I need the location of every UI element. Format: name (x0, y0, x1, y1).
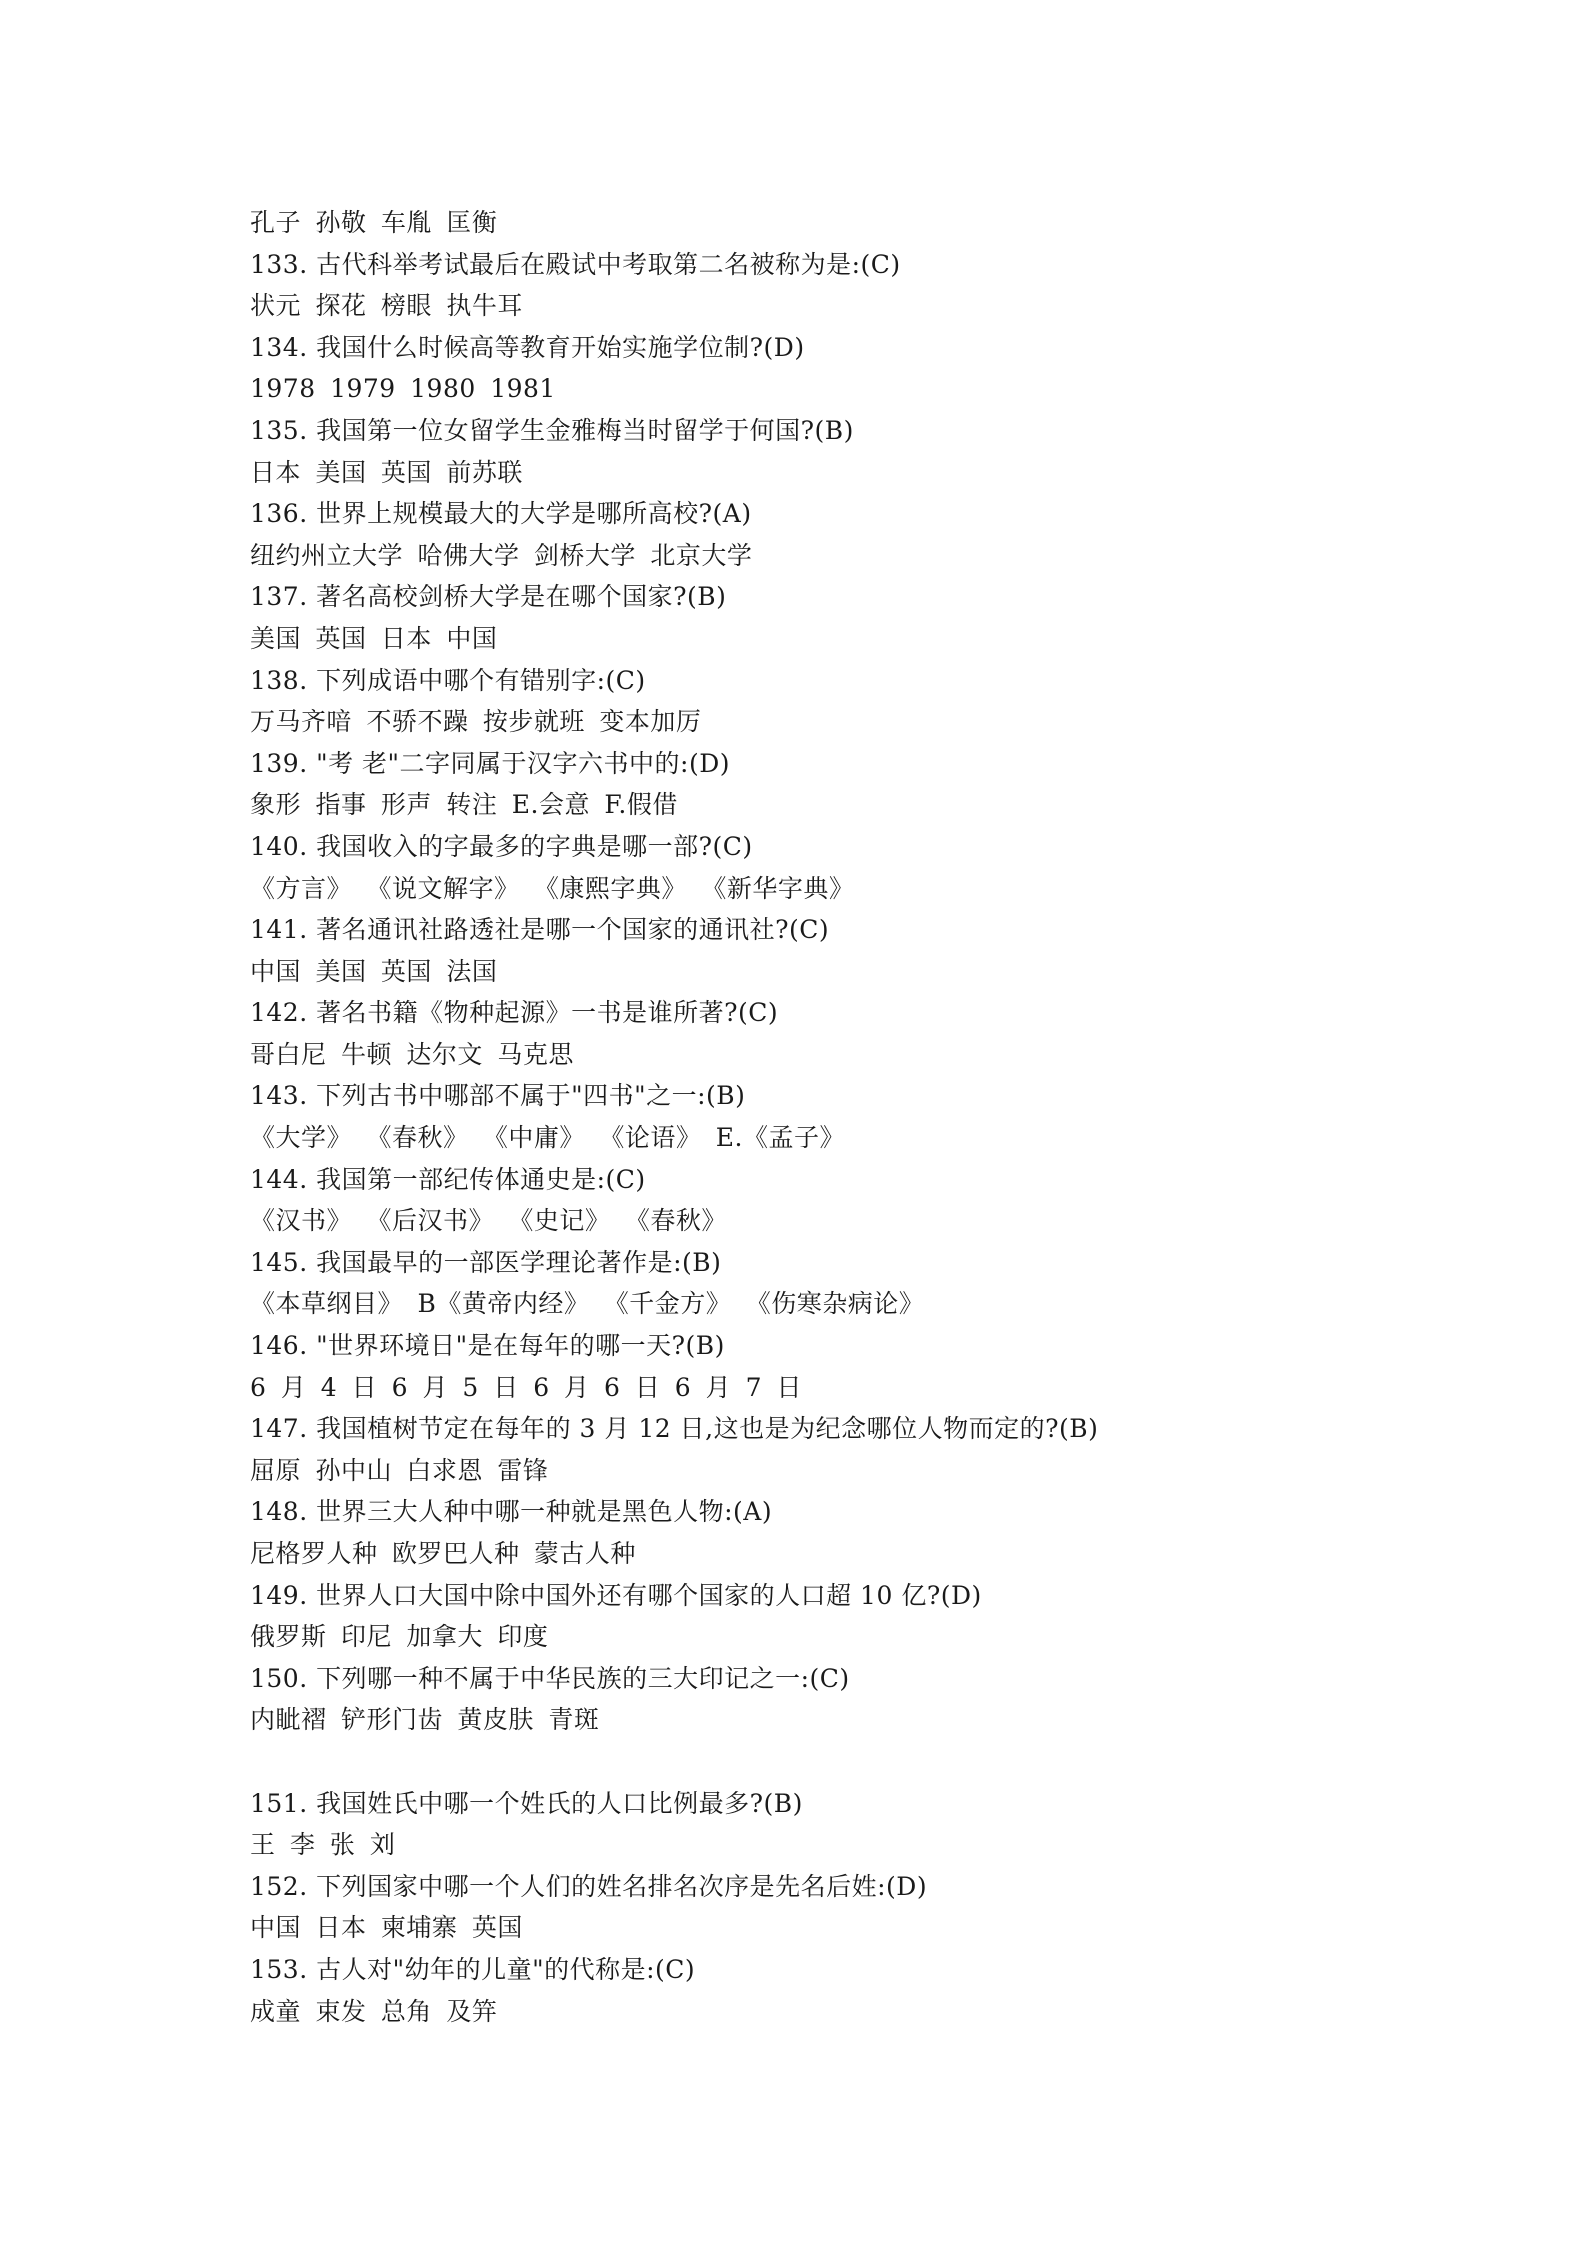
question-line: 149. 世界人口大国中除中国外还有哪个国家的人口超 10 亿?(D) (250, 1580, 982, 1610)
question-line: 150. 下列哪一种不属于中华民族的三大印记之一:(C) (250, 1663, 850, 1693)
options-line: 孔子 孙敬 车胤 匡衡 (250, 208, 498, 237)
question-line: 140. 我国收入的字最多的字典是哪一部?(C) (250, 831, 753, 861)
options-line: 象形 指事 形声 转注 E.会意 F.假借 (250, 790, 678, 820)
paragraph-gap (250, 1741, 1450, 1783)
options-line: 中国 美国 英国 法国 (250, 956, 498, 986)
question-line: 136. 世界上规模最大的大学是哪所高校?(A) (250, 499, 752, 529)
options-line: 状元 探花 榜眼 执牛耳 (250, 291, 523, 321)
question-line: 144. 我国第一部纪传体通史是:(C) (250, 1164, 646, 1194)
options-line: 尼格罗人种 欧罗巴人种 蒙古人种 (250, 1539, 636, 1568)
question-line: 133. 古代科举考试最后在殿试中考取第二名被称为是:(C) (250, 249, 901, 279)
options-line: 成童 束发 总角 及笄 (250, 1996, 498, 2026)
options-line: 俄罗斯 印尼 加拿大 印度 (250, 1622, 549, 1652)
question-line: 145. 我国最早的一部医学理论著作是:(B) (250, 1247, 722, 1277)
options-line: 《方言》 《说文解字》 《康熙字典》 《新华字典》 (250, 873, 855, 903)
options-line: 内眦褶 铲形门齿 黄皮肤 青斑 (250, 1705, 600, 1735)
options-line: 哥白尼 牛顿 达尔文 马克思 (250, 1039, 574, 1069)
question-line: 134. 我国什么时候高等教育开始实施学位制?(D) (250, 332, 805, 362)
options-line: 1978 1979 1980 1981 (250, 374, 556, 404)
options-line: 《大学》 《春秋》 《中庸》 《论语》 E.《孟子》 (250, 1123, 845, 1153)
question-line: 137. 著名高校剑桥大学是在哪个国家?(B) (250, 582, 727, 612)
question-line: 151. 我国姓氏中哪一个姓氏的人口比例最多?(B) (250, 1788, 803, 1818)
options-line: 中国 日本 柬埔寨 英国 (250, 1913, 523, 1943)
options-line: 美国 英国 日本 中国 (250, 623, 498, 653)
question-line: 143. 下列古书中哪部不属于"四书"之一:(B) (250, 1081, 746, 1111)
question-line: 139. "考 老"二字同属于汉字六书中的:(D) (250, 748, 731, 778)
question-line: 152. 下列国家中哪一个人们的姓名排名次序是先名后姓:(D) (250, 1871, 928, 1901)
options-line: 《汉书》 《后汉书》 《史记》 《春秋》 (250, 1206, 727, 1236)
options-line: 屈原 孙中山 白求恩 雷锋 (250, 1455, 549, 1485)
options-line: 日本 美国 英国 前苏联 (250, 457, 523, 487)
question-line: 138. 下列成语中哪个有错别字:(C) (250, 665, 646, 695)
question-line: 142. 著名书籍《物种起源》一书是谁所著?(C) (250, 998, 779, 1028)
question-line: 148. 世界三大人种中哪一种就是黑色人物:(A) (250, 1497, 773, 1527)
options-line: 纽约州立大学 哈佛大学 剑桥大学 北京大学 (250, 540, 753, 570)
question-line: 153. 古人对"幼年的儿童"的代称是:(C) (250, 1954, 696, 1984)
question-line: 147. 我国植树节定在每年的 3 月 12 日,这也是为纪念哪位人物而定的?(B) (250, 1414, 1099, 1444)
question-line: 146. "世界环境日"是在每年的哪一天?(B) (250, 1331, 725, 1361)
question-line: 141. 著名通讯社路透社是哪一个国家的通讯社?(C) (250, 915, 830, 945)
options-line: 《本草纲目》 B《黄帝内经》 《千金方》 《伤寒杂病论》 (250, 1289, 925, 1319)
quiz-text-body (250, 202, 1450, 2032)
question-line: 135. 我国第一位女留学生金雅梅当时留学于何国?(B) (250, 415, 854, 445)
options-line: 王 李 张 刘 (250, 1830, 396, 1860)
options-line: 6 月 4 日 6 月 5 日 6 月 6 日 6 月 7 日 (250, 1372, 802, 1402)
options-line: 万马齐喑 不骄不躁 按步就班 变本加厉 (250, 707, 702, 737)
